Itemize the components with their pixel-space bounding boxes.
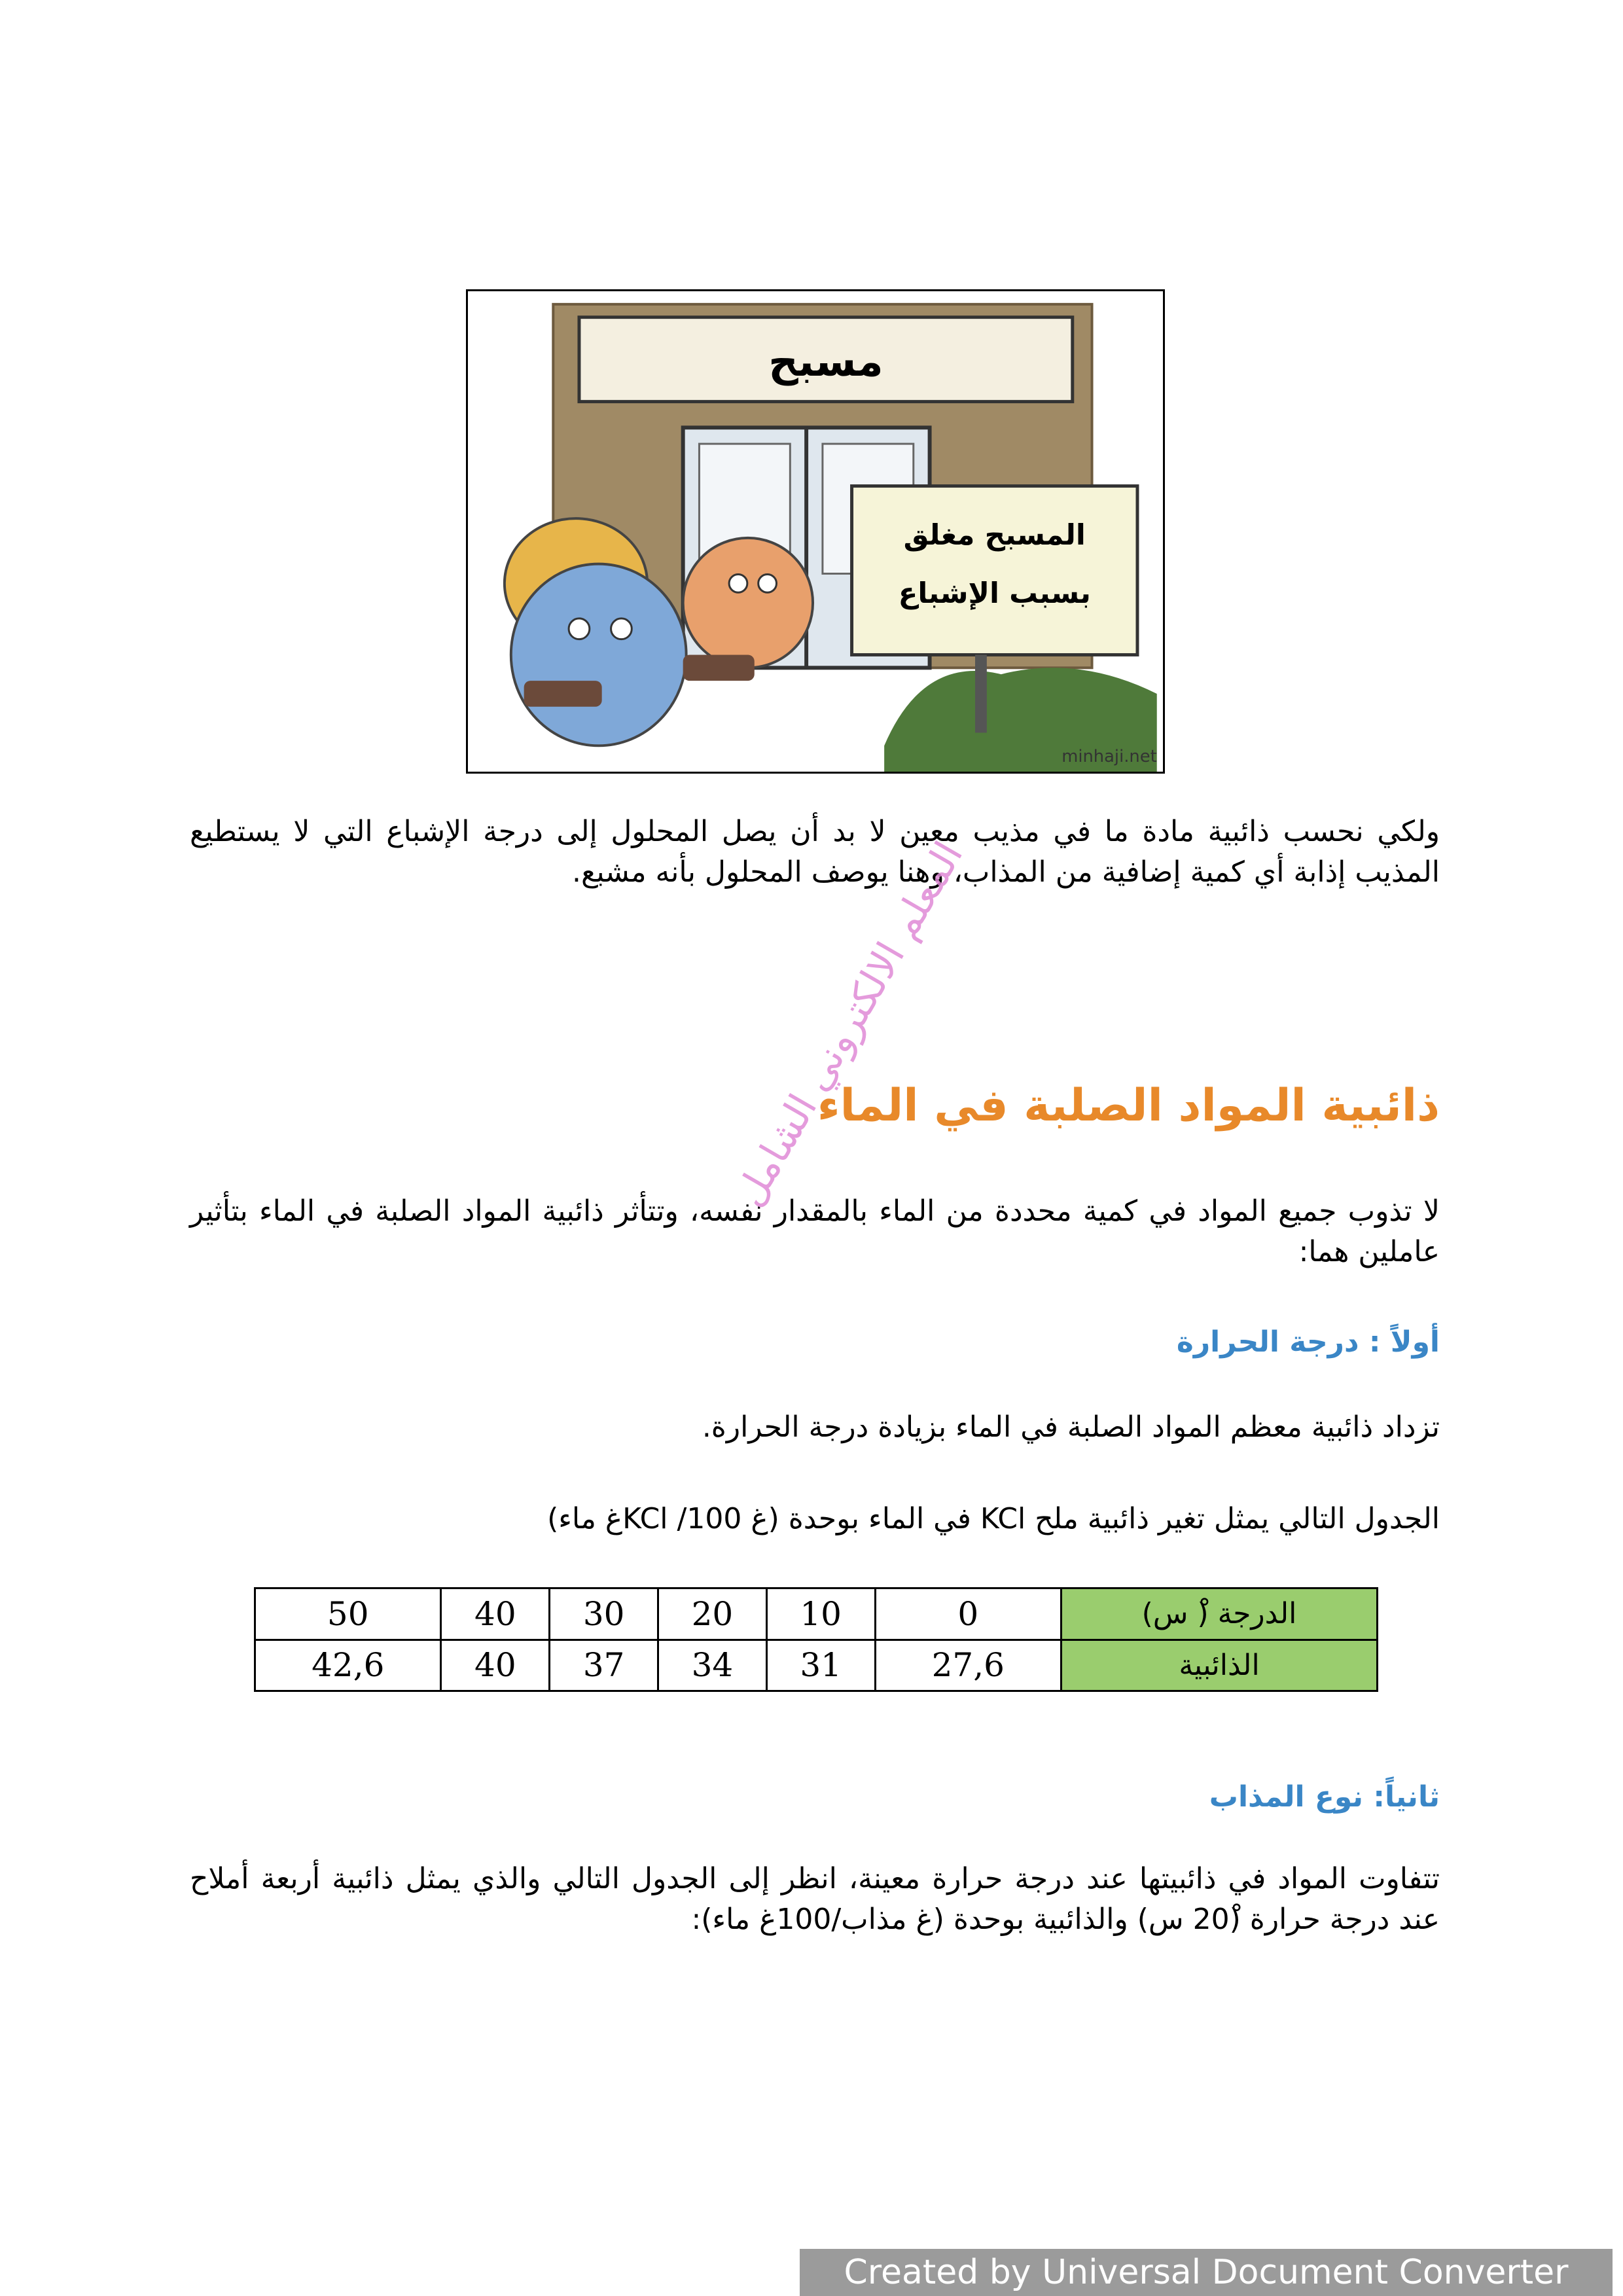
pool-closed-cartoon <box>468 291 1163 772</box>
table-header-temperature: الدرجة (ْ س) <box>1061 1588 1378 1640</box>
converter-footer-banner: Created by Universal Document Converter <box>800 2249 1613 2296</box>
notice-line1: المسبح مغلق <box>903 518 1086 552</box>
paragraph-solute-type: تتفاوت المواد في ذائبيتها عند درجة حرارة معينة، انظر إلى الجدول التالي والذي يمثل ذائبية أربعة أملاح عند درجة حرارة (20ْ س) والذائبية بوحدة (غ مذاب/100غ ماء): <box>190 1862 1440 1936</box>
table-cell: 10 <box>766 1588 875 1640</box>
table-row <box>255 1588 1378 1640</box>
paragraph-kcl-table-intro: الجدول التالي يمثل تغير ذائبية ملح KCl في الماء بوحدة (غ KCl /100غ ماء) <box>547 1502 1440 1535</box>
notice-line2: بسبب الإشباع <box>898 577 1091 611</box>
table-cell: 42,6 <box>255 1640 441 1691</box>
table-cell: 40 <box>441 1640 550 1691</box>
section-heading: ذائبية المواد الصلبة في الماء <box>817 1080 1440 1132</box>
subheading-temperature: أولاً : درجة الحرارة <box>1176 1325 1440 1359</box>
table-cell: 34 <box>658 1640 767 1691</box>
table-cell: 37 <box>550 1640 658 1691</box>
table-header-solubility: الذائبية <box>1061 1640 1378 1691</box>
cartoon-credit: minhaji.net <box>1061 747 1157 767</box>
table-cell: 27,6 <box>875 1640 1061 1691</box>
table-cell: 50 <box>255 1588 441 1640</box>
table-row <box>255 1640 1378 1691</box>
table-cell: 30 <box>550 1588 658 1640</box>
cartoon-illustration <box>466 289 1165 774</box>
watermark-text: المعلم الالكتروني الشامل <box>726 834 972 1215</box>
kcl-solubility-table <box>254 1587 1378 1692</box>
paragraph-factors: لا تذوب جميع المواد في كمية محددة من الماء بالمقدار نفسه، وتتأثر ذائبية المواد الصلبة في الماء بتأثير عاملين هما: <box>190 1194 1440 1268</box>
table-cell: 20 <box>658 1588 767 1640</box>
table-cell: 40 <box>441 1588 550 1640</box>
paragraph-temperature: تزداد ذائبية معظم المواد الصلبة في الماء بزيادة درجة الحرارة. <box>702 1410 1440 1444</box>
table-cell: 0 <box>875 1588 1061 1640</box>
pool-sign-text: مسبح <box>768 336 883 386</box>
paragraph-saturation: ولكي نحسب ذائبية مادة ما في مذيب معين لا بد أن يصل المحلول إلى درجة الإشباع التي لا يستطيع المذيب إذابة أي كمية إضافية من المذاب، وهنا يوصف المحلول بأنه مشبع. <box>190 815 1440 889</box>
subheading-solute-type: ثانياً: نوع المذاب <box>1209 1780 1440 1814</box>
table-cell: 31 <box>766 1640 875 1691</box>
